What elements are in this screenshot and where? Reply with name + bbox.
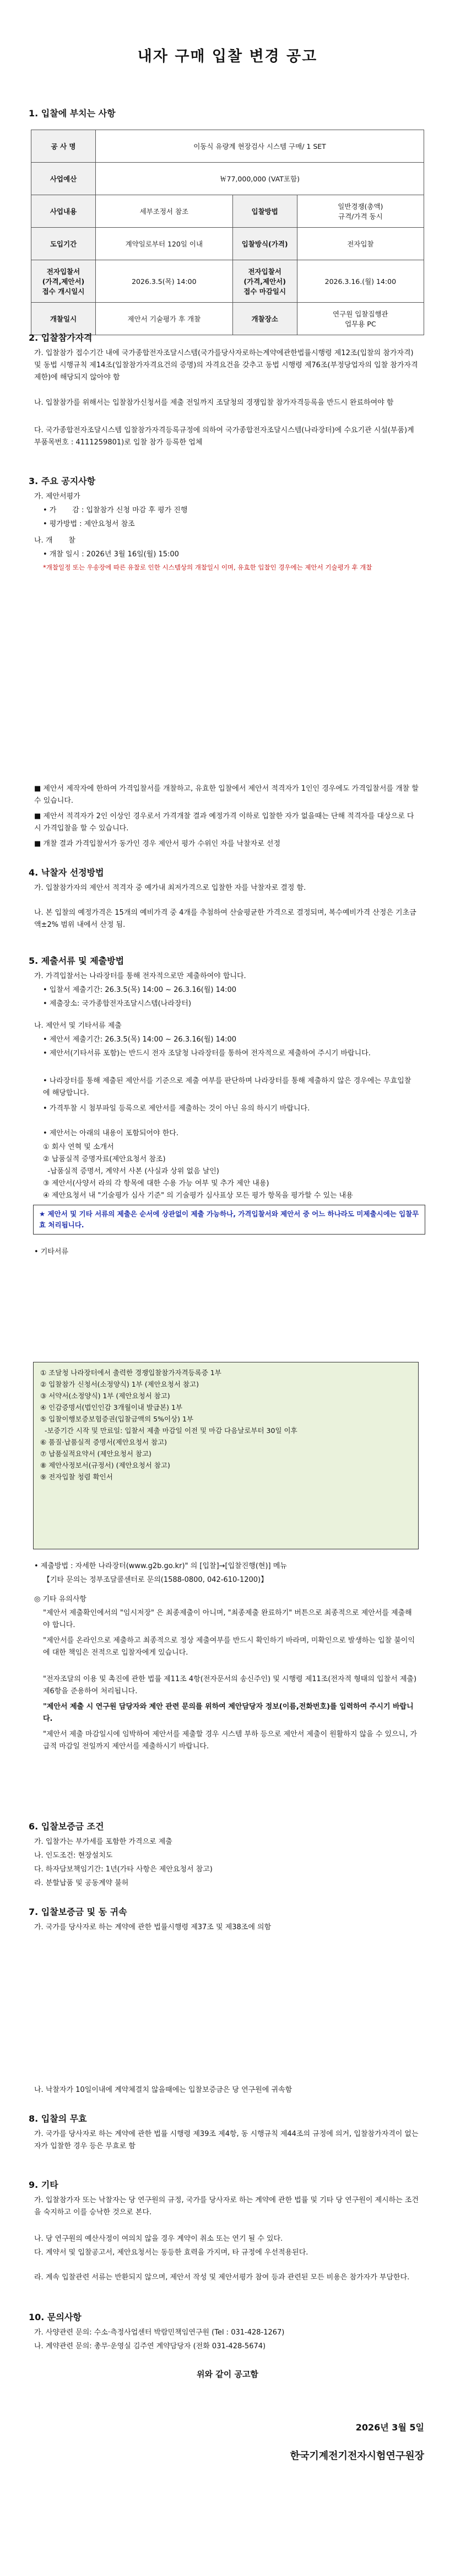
section-2-heading: 2. 입찰참가자격 [29,332,93,343]
paragraph: • 입찰서 제출기간: 26.3.5(목) 14:00 ~ 26.3.16(월) 14:00 [43,986,237,994]
paragraph: 가. 사양관련 문의: 수소·측정사업센터 박람민책임연구원 (Tel : 031-428-1267) [34,2328,285,2337]
paragraph: • 제안서 제출기간: 26.3.5(목) 14:00 ~ 26.3.16(월) 14:00 [43,1035,237,1044]
table-cell: 공 사 명 [31,130,96,163]
paragraph: "제안서를 온라인으로 제출하고 최종적으로 정상 제출여부를 반드시 확인하기 바라며, 미확인으로 발생하는 입찰 불이익에 대한 책임은 전적으로 입찰자에게 있습니다. [43,1636,415,1657]
table-cell: 개찰장소 [232,303,297,335]
paragraph: 다. 국가종합전자조달시스템 입찰참가자격등록규정에 의하여 국가종합전자조달시스템(나라장터)에 수요기관 시설(부품)계부품목번호 : 4111259801)로 입찰 참가 등록한 업체 [34,426,414,447]
paragraph: 【기타 문의는 정부조달콜센터로 문의(1588-0800, 042-610-1200)】 [43,1576,268,1584]
table-cell: ￦77,000,000 (VAT포함) [96,163,424,195]
section-5-heading: 5. 제출서류 및 제출방법 [29,956,124,966]
paragraph: ■ 제안서 제작자에 한하여 가격입찰서를 개찰하고, 유효한 입찰에서 제안서 적격자가 1인인 경우에도 가격입찰서를 개찰 할 수 있습니다. [34,785,421,805]
paragraph: 나. 계약관련 문의: 총무·운영실 김주연 계약담당자 (전화 031-428-5674) [34,2342,266,2350]
section-3-heading: 3. 주요 공지사항 [29,476,96,486]
table-row [31,228,424,260]
paragraph: 가. 국가를 당사자로 하는 계약에 관한 법률시행령 제37조 및 제38조에 의함 [34,1923,272,1931]
section-1-heading: 1. 입찰에 부치는 사항 [29,108,116,119]
table-cell: 2026.3.16.(월) 14:00 [297,260,424,303]
paragraph: 나. 인도조건: 현장설치도 [34,1852,113,1860]
paragraph: • 나라장터를 통해 제출된 제안서를 기준으로 제출 여부를 판단하며 나라장터를 통해 제출하지 않은 경우에는 무효입찰에 해당합니다. [43,1077,411,1097]
section-10-heading: 10. 문의사항 [29,2312,82,2322]
paragraph: 다. 하자담보책임기간: 1년(가타 사항은 제안요청서 참고) [34,1865,213,1874]
paragraph: "제안서 제출 시 연구원 담당자와 제안 관련 문의를 위하여 제안담당자 정보(이름,전화번호)를 입력하여 주시기 바랍니다. [43,1703,414,1723]
paragraph: • 제출장소: 국가종합전자조달시스템(나라장터) [43,1000,192,1008]
paragraph: 가. 입찰가는 부가세를 포함한 가격으로 제출 [34,1838,172,1846]
paragraph: • 평가방법 : 제안요청서 참조 [43,520,135,528]
table-cell: 사업예산 [31,163,96,195]
warning-box: ★ 제안서 및 기타 서류의 제출은 순서에 상관없이 제출 가능하나, 가격입찰서와 제안서 중 어느 하나라도 미제출시에는 입찰무효 처리됩니다. [33,1205,425,1235]
organization-name: 한국기계전기전자시험연구원장 [290,2450,424,2462]
table-row [31,260,424,303]
table-row [31,163,424,195]
table-cell: 계약일로부터 120일 이내 [96,228,233,260]
section-9-heading: 9. 기타 [29,2180,58,2190]
table-cell: 전자입찰 [297,228,424,260]
paragraph: 나. 제안서 및 기타서류 제출 [34,1022,122,1030]
paragraph: • 제안서(기타서류 포함)는 반드시 전자 조달청 나라장터를 통하여 전자적으로 제출하여 주시기 바랍니다. [43,1049,371,1058]
table-cell: 연구원 입찰집행관 업무용 PC [297,303,424,335]
paragraph: ◎ 기타 유의사항 [34,1595,86,1603]
table-cell: 사업내용 [31,195,96,228]
page-title: 내자 구매 입찰 변경 공고 [137,48,318,65]
paragraph: ■ 제안서 적격자가 2인 이상인 경우로서 가격개찰 결과 예정가격 이하로 입찰한 자가 없을때는 단해 적격자를 대상으로 다시 가격입찰을 할 수 있습니다. [34,812,414,833]
paragraph: 가. 입찰참가자의 제안서 적격자 중 예가내 최저가격으로 입찰한 자를 낙찰자로 결정 함. [34,884,306,892]
paragraph: "제안서 제출 마감일시에 임박하여 제안서를 제출할 경우 시스템 부하 등으로 제안서 제출이 원활하지 않을 수 있으니, 가급적 마감일 전일까지 제안서를 제출하시기 바랍니다. [43,1730,418,1751]
closing-statement: 위와 같이 공고함 [197,2369,258,2379]
paragraph: 나. 입찰참가를 위해서는 입찰참가신청서를 제출 전일까지 조달청의 경쟁입찰 참가자격등록을 반드시 완료하여야 함 [34,399,394,407]
table-cell: 입찰방식(가격) [232,228,297,260]
paragraph: 라. 분할납품 및 공동계약 불허 [34,1879,129,1887]
paragraph: 나. 본 입찰의 예정가격은 15개의 예비가격 중 4개를 추첨하여 산술평균한 가격으로 결정되며, 복수예비가격 산정은 기초금액±2% 범위 내에서 산정 됨. [34,909,416,929]
table-cell: 개찰일시 [31,303,96,335]
table-row [31,303,424,335]
table-cell: 2026.3.5(목) 14:00 [96,260,233,303]
paragraph: • 기타서류 [34,1248,69,1256]
paragraph: 가. 제안서평가 [34,492,80,501]
paragraph: 나. 낙찰자가 10일이내에 계약체결치 않을때에는 입찰보증금은 당 연구원에 귀속함 [34,2086,292,2094]
paragraph: 나. 개 찰 [34,536,75,545]
section-7-heading: 7. 입찰보증금 및 동 귀속 [29,1907,127,1917]
paragraph: 나. 당 연구원의 예산사정이 여의치 않을 경우 계약이 취소 또는 연기 될 수 있다. [34,2235,283,2243]
paragraph: "전자조달의 이용 및 촉진에 관한 법률 제11조 4항(전자문서의 송신주인) 및 시행령 제11조(전자적 형태의 입찰서 제출) 제6항을 준용하여 처리됩니다. [43,1675,419,1695]
paragraph: • 가격투찰 시 첨부파일 등록으로 제안서를 제출하는 것이 아닌 유의 하시기 바랍니다. [43,1104,310,1113]
paragraph: 가. 입찰참가 접수기간 내에 국가종합전자조달시스템(국가를당사자로하는계약에관한법률시행령 제12조(입찰의 참가자격) 및 동법 시행규칙 제14조(입찰참가자격요건의 증명)의 자격요건을 갖추고 동법 시행령 제76조(부정당업자의 입찰 참가자격 제한)에 해당되지 않아야 함 [34,349,420,382]
paragraph: *개찰일정 또는 우송장에 따른 유찰로 인한 시스템상의 개찰일시 이며, 유효한 입찰인 경우에는 제안서 기술평가 후 개찰 [43,564,372,571]
table-cell: 제안서 기술평가 후 개찰 [96,303,233,335]
bid-info-table [31,130,424,335]
paragraph: 다. 계약서 및 입찰공고서, 제안요청서는 동등한 효력을 가지며, 타 규정에 우선적용된다. [34,2248,308,2257]
paragraph: • 개찰 일시 : 2026년 3월 16일(월) 15:00 [43,550,179,559]
paragraph: 라. 계속 입찰관련 서류는 반환되지 않으며, 제안서 작성 및 제안서평가 참여 등과 관련된 모든 비용은 참가자가 부담한다. [34,2273,410,2282]
paragraph: • 제출방법 : 자세한 나라장터(www.g2b.go.kr)" 의 [입찰]→[입찰진행(현)] 메뉴 [34,1562,287,1570]
paragraph: ■ 개찰 결과 가격입찰서가 동가인 경우 제안서 평가 수위인 자를 낙찰자로 선정 [34,840,281,848]
notice-date: 2026년 3월 5일 [355,2422,424,2433]
paragraph: "제안서 제출확인에서의 "임시저장" 은 최종제출이 아니며, "최종제출 완료하기" 버튼으로 최종적으로 제안서를 제출해야 합니다. [43,1609,412,1629]
section-4-heading: 4. 낙찰자 선정방법 [29,867,104,878]
paragraph: • 가 감 : 입찰참가 신청 마감 후 평가 진행 [43,506,188,514]
paragraph: 가. 입찰참가자 또는 낙찰자는 당 연구원의 규정, 국가를 당사자로 하는 계약에 관한 법률 및 기타 당 연구원이 제시하는 조건을 숙지하고 이를 승낙한 것으로 본다. [34,2196,419,2217]
paragraph: 가. 가격입찰서는 나라장터를 통해 전자적으로만 제출하여야 합니다. [34,972,246,980]
table-cell: 입찰방법 [232,195,297,228]
table-cell: 전자입찰서 (가격,제안서) 접수 개시일시 [31,260,96,303]
table-row [31,195,424,228]
paragraph: ① 회사 연혁 및 소개서 ② 납품실적 증명자료(제안요청서 참조) -납품실적 증명서, 계약서 사본 (사실과 상위 없음 날인) ③ 제안서(사양서 라의 각 항목에 대한 수용 가능 여부 및 추가 제안 내용) ④ 제안요청서 내 "기술평가 심사 기준" 의 기술평가 심사표상 모든 평가 항목을 평가할 수 있는 내용 [43,1143,353,1200]
paragraph: • 제안서는 아래의 내용이 포함되어야 한다. [43,1129,178,1137]
table-cell: 이동식 유량계 현장검사 시스템 구매/ 1 SET [96,130,424,163]
paragraph: 가. 국가를 당사자로 하는 계약에 관한 법률 시행령 제39조 제4항, 동 시행규칙 제44조의 규정에 의거, 입찰참가자격이 없는 자가 입찰한 경우 등은 무효로 함 [34,2130,421,2150]
table-row [31,130,424,163]
table-cell: 일반경쟁(총액) 규격/가격 동시 [297,195,424,228]
table-cell: 도입기간 [31,228,96,260]
required-documents-box: ① 조달청 나라장터에서 출력한 경쟁입찰참가자격등록증 1부 ② 입찰참가 신청서(소정양식) 1부 (제안요청서 참고) ③ 서약서(소정양식) 1부 (제안요청서 참고) ④ 인감증명서(법인인감 3개월이내 발급본) 1부 ⑤ 입찰이행보증보험증권(입찰금액의 5%이상) 1부 -보증기간 시작 및 만료일: 입찰서 제출 마감일 이전 및 마감 다음날로부터 30일 이후 ⑥ 품질·납품실적 증명서(제안요청서 참고) ⑦ 납품실적요약서 (제안요청서 참고) ⑧ 제안사정보서(규정서) (제안요청서 참고) ⑨ 전자입찰 청렴 확인서 [33,1362,419,1549]
table-cell: 전자입찰서 (가격,제안서) 접수 마감일시 [232,260,297,303]
table-cell: 세부조정서 참조 [96,195,233,228]
section-8-heading: 8. 입찰의 무효 [29,2113,87,2124]
section-6-heading: 6. 입찰보증금 조건 [29,1821,104,1832]
